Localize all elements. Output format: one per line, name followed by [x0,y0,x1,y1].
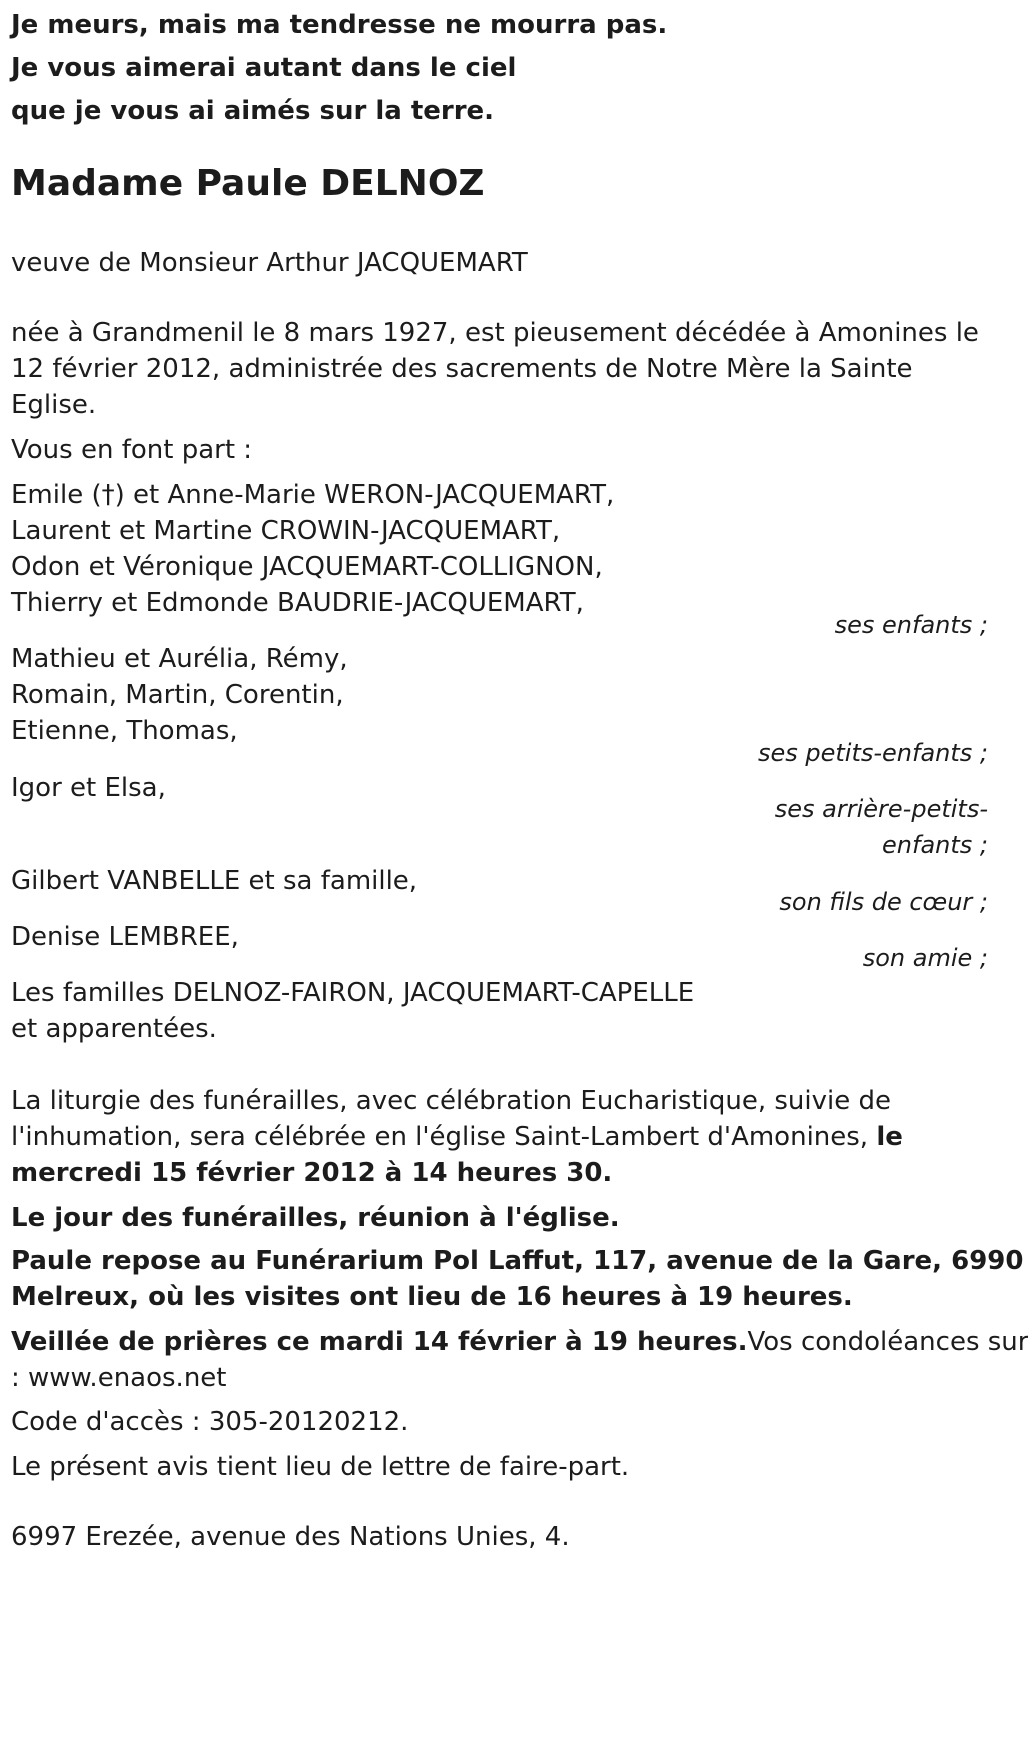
grandchildren-role: ses petits-enfants ; [757,739,988,767]
biography-line-1: née à Grandmenil le 8 mars 1927, est pieusement décédée à Amonines le [11,318,979,348]
biography-line-2: 12 février 2012, administrée des sacrements de Notre Mère la Sainte [11,354,913,384]
grandchild-line: Romain, Martin, Corentin, [11,680,344,710]
epigraph-line-2: Je vous aimerai autant dans le ciel [11,53,517,83]
families-line-2: et apparentées. [11,1014,217,1044]
funeral-line-1: La liturgie des funérailles, avec célébration Eucharistique, suivie de [11,1086,892,1116]
announcement-intro: Vous en font part : [11,435,253,465]
great-grandchildren-role-line-2: enfants ; [882,831,988,859]
widow-of: veuve de Monsieur Arthur JACQUEMART [11,248,528,278]
child-line: Odon et Véronique JACQUEMART-COLLIGNON, [11,552,603,582]
funeral-line-2 [11,1122,903,1152]
son-of-heart-line: Gilbert VANBELLE et sa famille, [11,866,418,896]
access-code: Code d'accès : 305-20120212. [11,1407,409,1437]
notice-line: Le présent avis tient lieu de lettre de faire-part. [11,1452,630,1482]
funeral-line-2-bold: le [876,1122,903,1152]
epigraph-line-1: Je meurs, mais ma tendresse ne mourra pas. [11,10,668,40]
deceased-name: Madame Paule DELNOZ [11,163,485,204]
rest-line-2: Melreux, où les visites ont lieu de 16 heures à 19 heures. [11,1282,853,1312]
families-line-1: Les familles DELNOZ-FAIRON, JACQUEMART-CAPELLE [11,978,695,1008]
funeral-meeting: Le jour des funérailles, réunion à l'église. [11,1203,620,1233]
great-grandchild-line: Igor et Elsa, [11,773,166,803]
vigil-regular: Vos condoléances sur [747,1327,1028,1357]
rest-line-1: Paule repose au Funérarium Pol Laffut, 117, avenue de la Gare, 6990 [11,1246,1024,1276]
great-grandchildren-role-line-1: ses arrière-petits- [774,795,988,823]
vigil-bold: Veillée de prières ce mardi 14 février à 19 heures. [11,1327,748,1357]
condolences-website: : www.enaos.net [11,1363,227,1393]
grandchild-line: Mathieu et Aurélia, Rémy, [11,644,348,674]
son-of-heart-role: son fils de cœur ; [779,888,988,916]
child-line: Laurent et Martine CROWIN-JACQUEMART, [11,516,561,546]
address: 6997 Erezée, avenue des Nations Unies, 4. [11,1522,570,1552]
vigil-line [11,1327,1028,1357]
friend-role: son amie ; [862,944,988,972]
children-role: ses enfants ; [834,611,988,639]
child-line: Thierry et Edmonde BAUDRIE-JACQUEMART, [11,588,584,618]
biography-line-3: Eglise. [11,390,97,420]
epigraph-line-3: que je vous ai aimés sur la terre. [11,96,495,126]
grandchild-line: Etienne, Thomas, [11,716,238,746]
funeral-line-2-regular: l'inhumation, sera célébrée en l'église Saint-Lambert d'Amonines, [11,1122,877,1152]
child-line: Emile (†) et Anne-Marie WERON-JACQUEMART, [11,480,615,510]
funeral-date: mercredi 15 février 2012 à 14 heures 30. [11,1158,613,1188]
friend-line: Denise LEMBREE, [11,922,239,952]
